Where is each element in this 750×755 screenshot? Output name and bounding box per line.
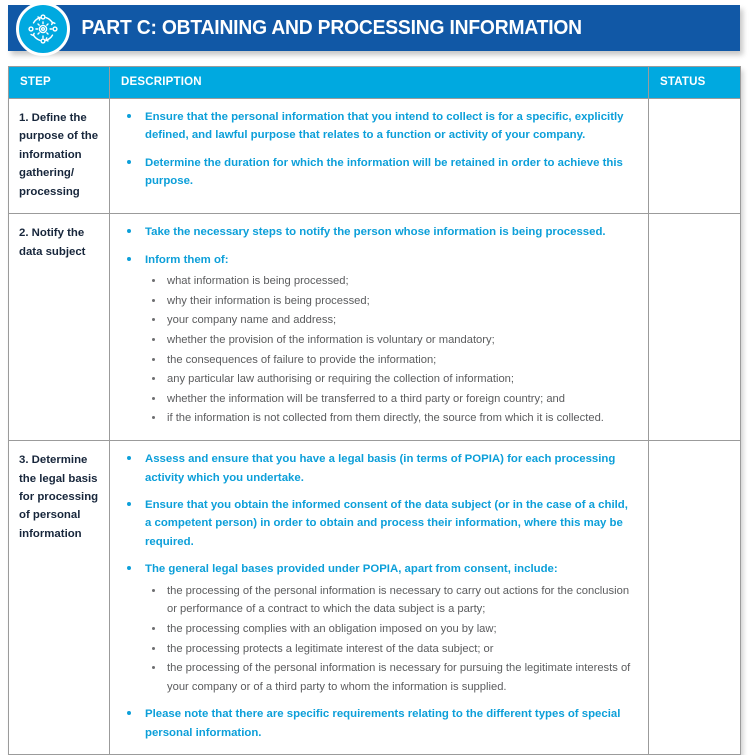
page-title: PART C: OBTAINING AND PROCESSING INFORMATION (81, 16, 582, 39)
bullet-item (120, 705, 636, 742)
sub-bullet-item (145, 390, 636, 409)
sub-bullet-dot-icon (152, 377, 155, 380)
sub-bullet-item (145, 640, 636, 659)
description-cell (110, 214, 649, 441)
bullet-item (120, 154, 636, 191)
sub-bullet-text: whether the provision of the information is voluntary or mandatory; (167, 334, 495, 347)
step-cell: 3. Determine the legal basis for processing of personal information (9, 441, 110, 755)
table-header (9, 67, 741, 99)
bullet-text: Determine the duration for which the information will be retained in order to achieve this purpose. (145, 156, 623, 188)
sub-bullet-dot-icon (152, 666, 155, 669)
sub-bullet-text: whether the information will be transferred to a third party or foreign country; and (167, 392, 565, 405)
sub-bullet-dot-icon (152, 279, 155, 282)
sub-bullet-item (145, 272, 636, 291)
section-banner (8, 5, 740, 51)
sub-bullet-item (145, 659, 636, 696)
checklist-table-container (8, 66, 740, 755)
description-cell (110, 441, 649, 755)
sub-bullet-dot-icon (152, 416, 155, 419)
sub-bullet-text: the processing of the personal information is necessary to carry out actions for the conclusion or performance of a contract to which the data subject is a party; (167, 584, 630, 616)
bullet-dot-icon (127, 566, 131, 570)
sub-bullet-item (145, 370, 636, 389)
sub-bullet-dot-icon (152, 358, 155, 361)
checklist-table (8, 66, 741, 755)
table-body (9, 99, 741, 755)
bullet-dot-icon (127, 502, 131, 506)
sub-bullet-item (145, 292, 636, 311)
column-header-step: STEP (9, 67, 110, 99)
sub-bullet-text: any particular law authorising or requiring the collection of information; (167, 373, 514, 386)
sub-bullet-dot-icon (152, 647, 155, 650)
sub-bullet-dot-icon (152, 338, 155, 341)
sub-bullet-text: the processing complies with an obligation imposed on you by law; (167, 623, 497, 636)
sub-bullet-item (145, 311, 636, 330)
sub-bullet-text: why their information is being processed; (167, 294, 370, 307)
sub-bullet-item (145, 351, 636, 370)
description-cell (110, 99, 649, 214)
sub-bullet-dot-icon (152, 627, 155, 630)
sub-bullet-list (145, 272, 636, 428)
bullet-text: Take the necessary steps to notify the person whose information is being processed. (145, 226, 606, 239)
process-gear-cycle-icon (16, 2, 70, 56)
column-header-description: DESCRIPTION (110, 67, 649, 99)
bullet-text: The general legal bases provided under POPIA, apart from consent, include: (145, 563, 558, 576)
bullet-dot-icon (127, 229, 131, 233)
bullet-dot-icon (127, 456, 131, 460)
table-header-row (9, 67, 741, 99)
status-cell[interactable] (649, 214, 741, 441)
bullet-item (120, 560, 636, 696)
bullet-dot-icon (127, 114, 131, 118)
sub-bullet-item (145, 620, 636, 639)
sub-bullet-dot-icon (152, 397, 155, 400)
sub-bullet-dot-icon (152, 318, 155, 321)
bullet-text: Inform them of: (145, 253, 229, 266)
step-cell: 2. Notify the data subject (9, 214, 110, 441)
sub-bullet-text: the processing of the personal information is necessary for pursuing the legitimate interests of your company or of a third party to whom the information is supplied. (167, 662, 631, 693)
bullet-item (120, 496, 636, 551)
sub-bullet-item (145, 331, 636, 350)
sub-bullet-text: if the information is not collected from them directly, the source from which it is collected. (167, 412, 604, 425)
column-header-status: STATUS (649, 67, 741, 99)
sub-bullet-item (145, 582, 636, 619)
sub-bullet-text: the processing protects a legitimate interest of the data subject; or (167, 642, 494, 655)
bullet-dot-icon (127, 711, 131, 715)
bullet-dot-icon (127, 257, 131, 261)
status-cell[interactable] (649, 441, 741, 755)
sub-bullet-dot-icon (152, 299, 155, 302)
table-row (9, 441, 741, 755)
table-row (9, 214, 741, 441)
bullet-text: Ensure that you obtain the informed consent of the data subject (or in the case of a child, a competent person) in order to obtain and process their information, where this may be required. (145, 498, 628, 548)
bullet-text: Assess and ensure that you have a legal basis (in terms of POPIA) for each processing activity which you undertake. (145, 453, 616, 484)
step-cell: 1. Define the purpose of the information gathering/ processing (9, 99, 110, 214)
bullet-list (120, 223, 636, 428)
bullet-item (120, 450, 636, 487)
sub-bullet-list (145, 582, 636, 697)
bullet-item (120, 251, 636, 428)
bullet-dot-icon (127, 160, 131, 164)
bullet-text: Ensure that the personal information that you intend to collect is for a specific, explicitly defined, and lawful purpose that relates to a function or activity of your company. (145, 111, 624, 142)
status-cell[interactable] (649, 99, 741, 214)
bullet-text: Please note that there are specific requirements relating to the different types of special personal information. (145, 708, 621, 739)
sub-bullet-item (145, 409, 636, 428)
bullet-item (120, 108, 636, 145)
sub-bullet-text: the consequences of failure to provide the information; (167, 353, 437, 366)
sub-bullet-text: your company name and address; (167, 314, 337, 327)
sub-bullet-dot-icon (152, 589, 155, 592)
bullet-list (120, 108, 636, 191)
sub-bullet-text: what information is being processed; (167, 275, 349, 288)
bullet-list (120, 450, 636, 742)
bullet-item (120, 223, 636, 241)
table-row (9, 99, 741, 214)
